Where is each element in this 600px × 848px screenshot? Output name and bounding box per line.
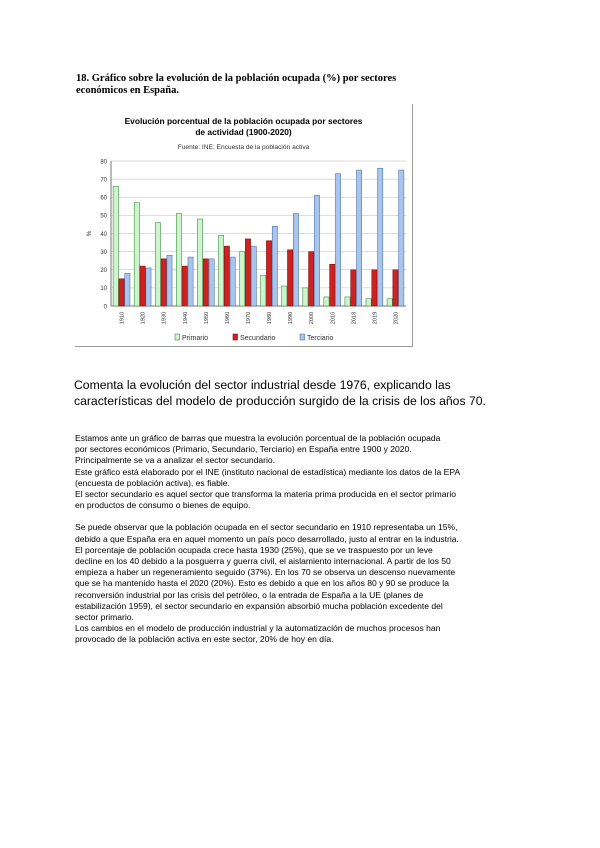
bar-secundario-1940 (182, 266, 187, 306)
question-text: Comenta la evolución del sector industrial desde 1976, explicando las características del modelo de producción surgido de la crisis de los años 70. (74, 378, 486, 408)
bar-secundario-1970 (245, 239, 250, 306)
x-tick-label: 1980 (267, 311, 274, 325)
bar-primario-2020 (387, 299, 392, 306)
chart-title-line-2: de actividad (1900-2020) (195, 127, 292, 137)
answer-line: Estamos ante un gráfico de barras que muestra la evolución porcentual de la población ocupada (75, 433, 441, 443)
legend-swatch-terciario (300, 334, 305, 340)
x-tick-label: 1950 (203, 311, 210, 325)
x-tick-label: 1990 (288, 311, 295, 325)
bar-primario-1920 (134, 203, 139, 306)
x-tick-label: 2020 (393, 311, 400, 325)
bar-terciario-2020 (399, 170, 404, 306)
answer-line: (encuesta de población activa), es fiable. (75, 477, 230, 488)
bar-primario-1990 (282, 286, 287, 306)
bar-primario-2019 (366, 299, 371, 306)
y-tick-label: 60 (100, 195, 107, 202)
bar-secundario-2018 (351, 270, 356, 306)
bar-primario-1930 (155, 223, 160, 306)
chart-subtitle: Fuente: INE. Encuesta de la población activa (177, 144, 310, 151)
bar-secundario-1920 (140, 266, 145, 306)
answer-line: en productos de consumo o bienes de equipo. (75, 500, 251, 511)
bar-terciario-1910 (125, 273, 130, 306)
answer-line: Principalmente se va a analizar el sector secundario. (75, 455, 276, 466)
bar-terciario-1920 (146, 268, 151, 306)
answer-line: reconversión industrial por las crisis del petróleo, o la entrada de España a la UE (planes de (75, 589, 424, 600)
bar-primario-1950 (197, 219, 202, 306)
answer-line: Los cambios en el modelo de producción industrial y la automatización de muchos procesos han (75, 623, 441, 634)
x-tick-label: 1940 (182, 311, 189, 325)
x-tick-label: 2019 (372, 311, 379, 325)
x-tick-label: 1930 (161, 311, 168, 325)
bar-terciario-2018 (357, 170, 362, 306)
exercise-heading: 18. Gráfico sobre la evolución de la población ocupada (%) por sectores económicos en España. (76, 73, 397, 96)
chart-title-line-1: Evolución porcentual de la población ocupada por sectores (124, 116, 363, 126)
answer-line: debido a que España era en aquel momento un país poco desarrollado, justo al entrar en la industria. (75, 533, 459, 544)
bar-terciario-1970 (251, 246, 256, 306)
y-tick-label: 50 (100, 213, 107, 220)
answer-line: que se ha mantenido hasta el 2020 (20%). Esto es debido a que en los años 80 y 90 se produce la (75, 578, 449, 589)
bar-terciario-1980 (272, 226, 277, 306)
bar-primario-2010 (324, 297, 329, 306)
bar-secundario-1930 (161, 259, 166, 306)
bar-secundario-2010 (330, 264, 335, 306)
x-tick-label: 2018 (351, 311, 358, 325)
bar-secundario-1980 (266, 241, 271, 306)
bar-terciario-2000 (314, 195, 319, 306)
answer-line: Se puede observar que la población ocupada en el sector secundario en 1910 representaba un 15%, (75, 522, 458, 533)
bar-secundario-2000 (309, 252, 314, 306)
answer-line: por sectores económicos (Primario, Secundario, Terciario) en España entre 1900 y 2020. (75, 444, 412, 455)
bar-primario-1910 (113, 186, 118, 306)
bar-secundario-1910 (119, 279, 124, 306)
bar-terciario-1940 (188, 257, 193, 306)
bar-terciario-2019 (378, 168, 383, 306)
x-tick-label: 1910 (119, 311, 126, 325)
legend-swatch-secundario (233, 334, 238, 340)
legend-label-terciario: Terciario (307, 335, 334, 342)
answer-line: decline en los 40 debido a la posguerra y guerra civil, el aislamiento internacional. A partir de los 50 (75, 556, 451, 567)
chart-figure (75, 104, 413, 347)
bar-primario-2018 (345, 297, 350, 306)
bar-terciario-1950 (209, 259, 214, 306)
bar-secundario-1950 (203, 259, 208, 306)
bar-primario-1970 (240, 252, 245, 306)
legend-label-secundario: Secundario (240, 335, 276, 342)
bar-primario-1940 (176, 214, 181, 306)
bar-terciario-2010 (335, 174, 340, 306)
bar-primario-1980 (261, 275, 266, 306)
bar-terciario-1990 (293, 214, 298, 306)
legend-label-primario: Primario (182, 335, 209, 342)
bar-secundario-1990 (288, 250, 293, 306)
answer-line: El porcentaje de población ocupada crece hasta 1930 (25%), que se ve traspuesto por un leve (75, 544, 433, 555)
bar-terciario-1930 (167, 255, 172, 306)
answer-line: El sector secundario es aquel sector que transforma la materia prima producida en el sector primario (75, 489, 456, 500)
x-tick-label: 2000 (309, 311, 316, 325)
bar-primario-1960 (218, 235, 223, 306)
y-tick-label: 30 (100, 249, 107, 256)
y-tick-label: 40 (100, 231, 107, 238)
y-tick-label: 20 (100, 268, 107, 275)
paragraph-gap (75, 511, 525, 522)
y-tick-label: 10 (100, 286, 107, 293)
x-tick-label: 1920 (140, 311, 147, 325)
y-tick-label: 0 (103, 304, 107, 311)
bar-secundario-1960 (224, 246, 229, 306)
answer-line: Este gráfico está elaborado por el INE (instituto nacional de estadística) mediante los datos de la EPA (75, 466, 461, 477)
answer-line: provocado de la población activa en este sector, 20% de hoy en día. (75, 634, 334, 645)
bar-terciario-1960 (230, 257, 235, 306)
bar-secundario-2019 (372, 270, 377, 306)
y-axis-label: % (86, 230, 93, 237)
answer-line: estabilización 1959), el sector secundario en expansión absorbió mucha población excedente del (75, 600, 443, 611)
bar-chart (75, 104, 412, 346)
answer-line: sector primario. (75, 612, 134, 623)
y-tick-label: 80 (100, 159, 107, 166)
legend-swatch-primario (175, 334, 180, 340)
x-tick-label: 2010 (330, 311, 337, 325)
bar-secundario-2020 (393, 270, 398, 306)
x-tick-label: 1970 (245, 311, 252, 325)
bar-primario-2000 (303, 288, 308, 306)
answer-text (75, 433, 525, 646)
answer-line: empieza a haber un regeneramiento seguido (37%). En los 70 se observa un descenso nuevamente (75, 567, 456, 578)
y-tick-label: 70 (100, 177, 107, 184)
x-tick-label: 1960 (224, 311, 231, 325)
